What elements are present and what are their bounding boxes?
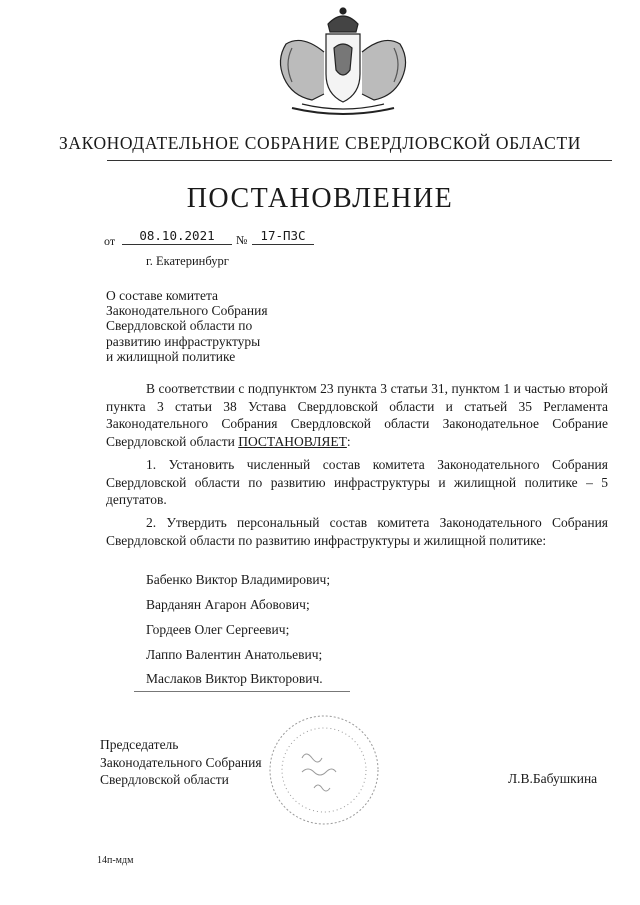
organization-name: ЗАКОНОДАТЕЛЬНОЕ СОБРАНИЕ СВЕРДЛОВСКОЙ ОБЛАСТИ <box>59 133 581 153</box>
date-prefix: от <box>104 234 116 248</box>
subject-line: О составе комитета <box>106 288 218 303</box>
subject-line: Законодательного Собрания <box>106 303 268 319</box>
document-subject <box>106 288 346 364</box>
item-1-paragraph <box>106 456 608 509</box>
document-code: 14п-мдм <box>97 855 134 866</box>
deputy-list-item: Варданян Агарон Абовович; <box>146 597 310 612</box>
issue-city: г. Екатеринбург <box>146 254 229 268</box>
deputy-list-item: Бабенко Виктор Владимирович; <box>146 572 331 587</box>
official-stamp <box>262 708 382 828</box>
subject-line: и жилищной политике <box>106 348 236 364</box>
list-underline <box>134 691 350 692</box>
document-type-title: ПОСТАНОВЛЕНИЕ <box>186 183 454 214</box>
header-divider <box>107 160 612 161</box>
number-prefix: № <box>236 233 248 247</box>
subject-line: Свердловской области по <box>106 318 253 334</box>
coat-of-arms-emblem <box>262 4 424 122</box>
preamble-text: В соответствии с подпунктом 23 пункта 3 статьи 31, пунктом 1 и частью второй пункта 3 статьи 38 Устава Свердловской области и статьей 35 Регламента Законодательного Собрания Свердловской области Законодательное Собрание Свердловской области <box>106 381 608 449</box>
preamble-paragraph: В соответствии с подпунктом 23 пункта 3 статьи 31, пунктом 1 и частью второй пункта 3 статьи 38 Устава Свердловской области и статьей 35 Регламента Законодательного Собрания Свердловской области Законодательное Собрание Свердловской области ПОСТАНОВЛЯЕТ: <box>106 381 608 449</box>
signatory-title-line: Председатель <box>100 737 179 752</box>
deputy-list-item: Лаппо Валентин Анатольевич; <box>146 647 323 662</box>
item-1-text: 1. Установить численный состав комитета Законодательного Собрания Свердловской области по развитию инфраструктуры и жилищной политике – 5 депутатов. <box>106 457 608 507</box>
item-2-text: 2. Утвердить персональный состав комитета Законодательного Собрания Свердловской области по развитию инфраструктуры и жилищной политике: <box>106 515 608 548</box>
decree-word: ПОСТАНОВЛЯЕТ <box>238 433 347 449</box>
signatory-title-line: Законодательного Собрания <box>100 754 262 770</box>
subject-line: развитию инфраструктуры <box>106 333 261 349</box>
deputy-list-item: Гордеев Олег Сергеевич; <box>146 622 290 637</box>
signatory-name: Л.В.Бабушкина <box>508 771 598 786</box>
deputy-list-item: Маслаков Виктор Викторович. <box>146 671 323 686</box>
item-2-paragraph <box>106 514 608 549</box>
document-number: 17-ПЗС <box>252 228 314 245</box>
document-date: 08.10.2021 <box>122 228 232 245</box>
signatory-title-line: Свердловской области <box>100 772 229 787</box>
